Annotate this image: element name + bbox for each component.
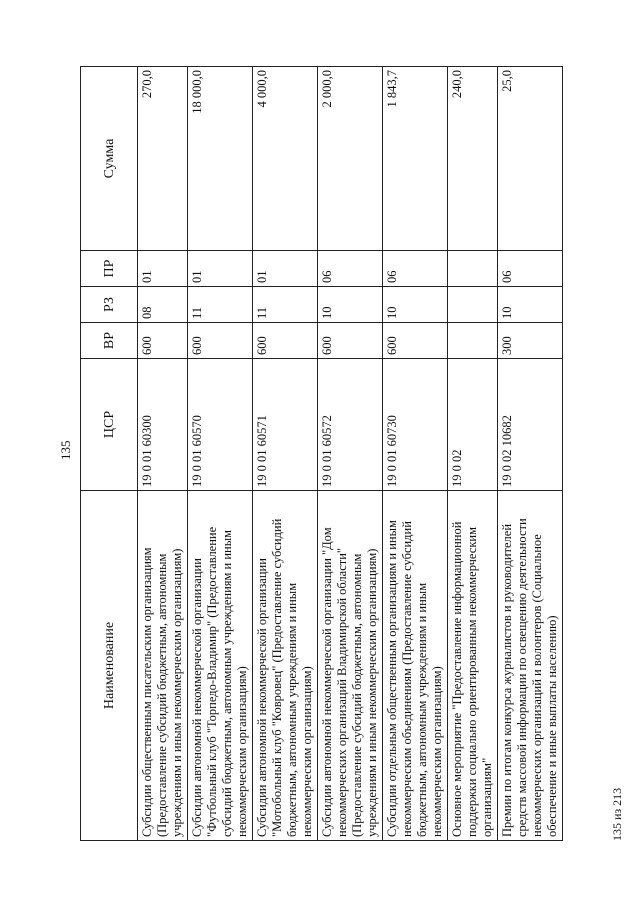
cell-pr: 01 [253, 251, 318, 287]
cell-csr: 19 0 01 60571 [253, 359, 318, 491]
cell-csr: 19 0 01 60572 [318, 359, 383, 491]
cell-vr: 600 [318, 323, 383, 359]
table-row [138, 67, 188, 841]
cell-csr: 19 0 01 60730 [383, 359, 448, 491]
page-number: 135 [58, 440, 73, 460]
cell-pr: 01 [138, 251, 188, 287]
table-row [253, 67, 318, 841]
cell-rz: 10 [318, 287, 383, 323]
cell-sum: 18 000,0 [188, 67, 253, 251]
cell-name: Субсидии автономной некоммерческой организации "Футбольный клуб "Торпедо-Владимир" (Предоставление субсидий бюджетным, автономным учреждениям и иным некоммерческим организациям) [188, 491, 253, 841]
table-row [498, 67, 563, 841]
cell-pr: 01 [188, 251, 253, 287]
footer-page-count: 135 из 213 [610, 787, 624, 841]
header-vr: ВР [81, 323, 138, 359]
cell-sum: 4 000,0 [253, 67, 318, 251]
cell-sum: 2 000,0 [318, 67, 383, 251]
cell-csr: 19 0 02 10682 [498, 359, 563, 491]
cell-vr: 600 [188, 323, 253, 359]
cell-sum: 1 843,7 [383, 67, 448, 251]
cell-sum: 25,0 [498, 67, 563, 251]
header-name: Наименование [81, 491, 138, 841]
table-row [188, 67, 253, 841]
header-sum: Сумма [81, 67, 138, 251]
cell-name: Премии по итогам конкурса журналистов и руководителей средств массовой информации по освещению деятельности некоммерческих организаций и волонтеров (Социальное обеспечение и иные выплаты населению) [498, 491, 563, 841]
table-header-row [81, 67, 138, 841]
cell-rz [448, 287, 498, 323]
cell-vr: 300 [498, 323, 563, 359]
cell-rz: 10 [383, 287, 448, 323]
budget-table [80, 66, 563, 841]
header-csr: ЦСР [81, 359, 138, 491]
cell-rz: 10 [498, 287, 563, 323]
header-pr: ПР [81, 251, 138, 287]
cell-csr: 19 0 01 60300 [138, 359, 188, 491]
cell-sum: 240,0 [448, 67, 498, 251]
cell-name: Субсидии автономной некоммерческой организации "Мотобольный клуб "Ковровец" (Предоставление субсидий бюджетным, автономным учреждениям и иным некоммерческим организациям) [253, 491, 318, 841]
cell-name: Субсидии отдельным общественным организациям и иным некоммерческим объединениям (Предоставление субсидий бюджетным, автономным учреждениям и иным некоммерческим организациям) [383, 491, 448, 841]
table-row [448, 67, 498, 841]
cell-sum: 270,0 [138, 67, 188, 251]
cell-name: Основное мероприятие "Предоставление информационной поддержки социально ориентированным некоммерческим организациям" [448, 491, 498, 841]
cell-pr [448, 251, 498, 287]
cell-vr [448, 323, 498, 359]
cell-name: Субсидии автономной некоммерческой организации "Дом некоммерческих организаций Владимирской области" (Предоставление субсидий бюджетным, автономным учреждениям и иным некоммерческим организациям) [318, 491, 383, 841]
cell-vr: 600 [383, 323, 448, 359]
cell-pr: 06 [318, 251, 383, 287]
table-row [383, 67, 448, 841]
cell-pr: 06 [498, 251, 563, 287]
cell-pr: 06 [383, 251, 448, 287]
cell-csr: 19 0 02 [448, 359, 498, 491]
cell-vr: 600 [138, 323, 188, 359]
cell-rz: 08 [138, 287, 188, 323]
cell-rz: 11 [253, 287, 318, 323]
cell-vr: 600 [253, 323, 318, 359]
cell-rz: 11 [188, 287, 253, 323]
cell-csr: 19 0 01 60570 [188, 359, 253, 491]
header-rz: РЗ [81, 287, 138, 323]
table-row [318, 67, 383, 841]
cell-name: Субсидии общественным писательским организациям (Предоставление субсидий бюджетным, автономным учреждениям и иным некоммерческим организациям) [138, 491, 188, 841]
